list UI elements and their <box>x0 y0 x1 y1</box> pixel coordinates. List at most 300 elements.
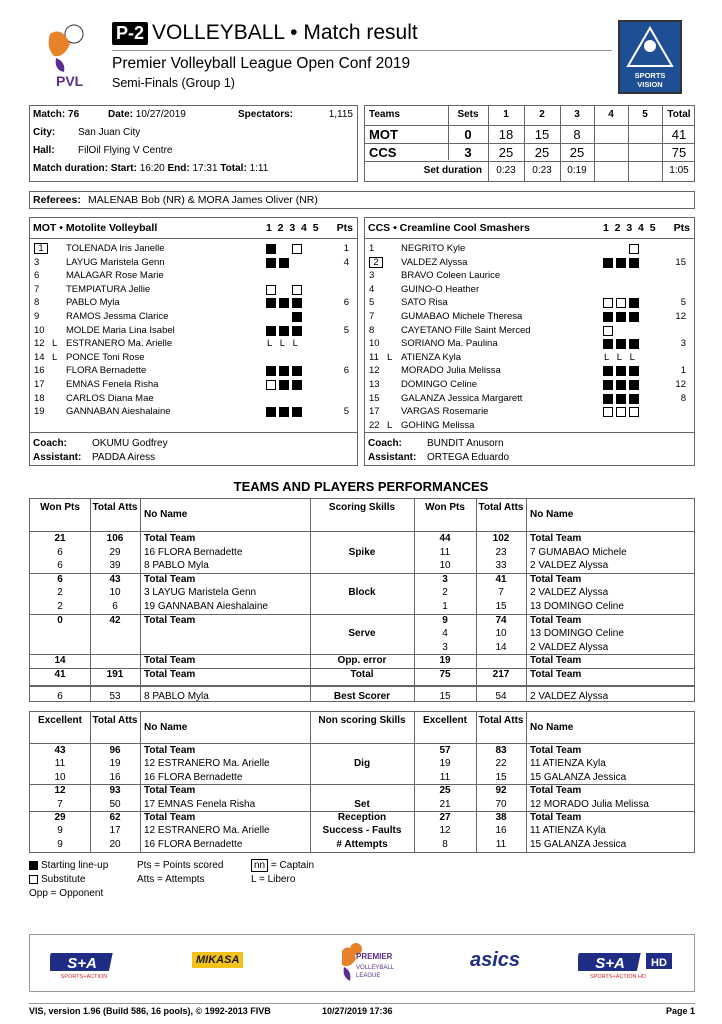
roster-row <box>30 351 357 365</box>
roster-row <box>365 256 694 270</box>
perf-value: 41 <box>54 669 66 680</box>
sports-action-hd-logo <box>578 947 678 982</box>
perf-value: 9 <box>57 825 63 837</box>
roster-row <box>365 392 694 406</box>
perf-header: Excellent <box>38 715 82 726</box>
perf-name: 12 ESTRANERO Ma. Arielle <box>144 758 270 770</box>
set-start-icon <box>279 380 289 390</box>
set-start-icon <box>266 298 276 308</box>
set-start-icon <box>629 380 639 390</box>
set-sub-icon <box>629 244 639 254</box>
perf-skill: Spike <box>348 546 376 558</box>
perf-value: 9 <box>442 614 448 626</box>
set-start-icon <box>266 407 276 417</box>
set-start-icon <box>603 258 613 268</box>
set-start-icon <box>292 366 302 376</box>
perf-name: 19 GANNABAN Aieshalaine <box>144 601 268 612</box>
perf-value: 11 <box>54 758 66 770</box>
player-number: 10 <box>369 338 380 350</box>
set-start-icon <box>603 312 613 322</box>
player-points: 5 <box>680 297 686 309</box>
set-start-icon <box>266 258 276 268</box>
perf-name: Total Team <box>144 533 196 544</box>
perf-header: No Name <box>144 722 188 733</box>
player-number: 7 <box>369 311 375 322</box>
perf-value: 44 <box>439 533 451 544</box>
svg-text:S+A: S+A <box>67 955 97 972</box>
set-start-icon <box>629 366 639 376</box>
player-name: EMNAS Fenela Risha <box>66 379 159 390</box>
player-name: TOLENADA Iris Janelle <box>66 243 165 254</box>
header-divider <box>30 743 694 744</box>
set-start-icon <box>603 380 613 390</box>
perf-value: 11 <box>439 546 451 558</box>
player-number: 1 <box>34 243 48 254</box>
perf-header: No Name <box>530 722 574 733</box>
roster-row <box>365 405 694 419</box>
roster-row <box>30 324 357 338</box>
perf-value: 8 <box>442 838 448 850</box>
set-sub-icon <box>266 380 276 390</box>
perf-name: 2 VALDEZ Alyssa <box>530 587 609 599</box>
player-number: 10 <box>34 324 45 336</box>
set-start-icon <box>279 298 289 308</box>
perf-name: 12 MORADO Julia Melissa <box>530 798 649 810</box>
perf-atts: 74 <box>495 614 507 626</box>
perf-name: Total Team <box>530 614 582 626</box>
best-atts: 53 <box>109 690 121 702</box>
perf-name: 13 DOMINGO Celine <box>530 628 624 640</box>
substitute-icon <box>29 875 38 884</box>
non-scoring-skills-table <box>29 711 695 853</box>
player-name: PONCE Toni Rose <box>66 351 145 363</box>
perf-value: 12 <box>439 825 451 837</box>
perf-atts: 15 <box>495 771 507 783</box>
set-start-icon <box>279 326 289 336</box>
perf-value: 29 <box>54 812 66 823</box>
player-name: SATO Risa <box>401 297 448 309</box>
perf-name: Total Team <box>530 655 582 667</box>
set-start-icon <box>616 258 626 268</box>
set-sub-icon <box>266 285 276 295</box>
perf-atts: 92 <box>495 785 507 797</box>
set-sub-icon <box>603 407 613 417</box>
perf-value: 19 <box>439 655 451 667</box>
perf-atts: 7 <box>498 587 504 599</box>
player-name: DOMINGO Celine <box>401 379 478 390</box>
set-start-icon <box>629 339 639 349</box>
col-divider <box>526 499 527 701</box>
perf-header: Total Atts <box>478 502 524 513</box>
set-sub-icon <box>616 298 626 308</box>
roster-row <box>30 392 357 406</box>
perf-header: Scoring Skills <box>328 502 396 513</box>
perf-atts: 106 <box>106 533 124 544</box>
perf-name: Total Team <box>144 812 196 823</box>
perf-header: Non scoring Skills <box>318 715 406 726</box>
set-start-icon <box>629 258 639 268</box>
perf-name: 2 VALDEZ Alyssa <box>530 641 609 653</box>
perf-skill: Block <box>348 587 376 599</box>
roster-row <box>30 310 357 324</box>
player-name: TEMPIATURA Jellie <box>66 283 151 295</box>
player-name: ESTRANERO Ma. Arielle <box>66 338 173 350</box>
perf-value: 11 <box>439 771 451 783</box>
phase-name: Semi-Finals (Group 1) <box>112 76 235 90</box>
player-name: PABLO Myla <box>66 297 120 309</box>
player-name: GALANZA Jessica Margarett <box>401 392 523 404</box>
roster-row <box>30 283 357 297</box>
player-name: CAYETANO Fille Saint Merced <box>401 324 531 336</box>
perf-atts: 217 <box>492 669 510 680</box>
set-sub-icon <box>603 298 613 308</box>
player-name: LAYUG Maristela Genn <box>66 256 165 268</box>
roster-row <box>365 378 694 392</box>
roster-row <box>30 405 357 419</box>
set-sub-icon <box>292 244 302 254</box>
perf-header: No Name <box>530 509 574 520</box>
perf-value: 10 <box>439 560 451 572</box>
mikasa-logo: MIKASA <box>192 952 243 968</box>
player-points: 3 <box>680 338 686 350</box>
player-name: SORIANO Ma. Paulina <box>401 338 498 350</box>
perf-header: Won Pts <box>40 502 80 513</box>
player-name: GOHING Melissa <box>401 419 475 431</box>
libero-mark: L <box>629 351 635 363</box>
player-number: 9 <box>34 311 40 322</box>
footer-date: 10/27/2019 17:36 <box>322 1006 393 1016</box>
player-number: 18 <box>34 392 45 404</box>
libero-mark: L <box>604 351 610 363</box>
perf-value: 2 <box>57 601 63 612</box>
perf-name: 16 FLORA Bernadette <box>144 838 243 850</box>
perf-atts: 16 <box>495 825 507 837</box>
player-number: 12 <box>369 365 380 377</box>
player-number: 4 <box>369 283 375 295</box>
set-start-icon <box>279 407 289 417</box>
player-name: VALDEZ Alyssa <box>401 256 468 268</box>
set-start-icon <box>292 407 302 417</box>
best-atts: 54 <box>495 690 507 702</box>
set-start-icon <box>292 298 302 308</box>
team-b-roster: CCS • Creamline Cool Smashers 1 2 3 4 5 Pts 1 NEGRITO Kyle 2 VALDEZ Alyssa 15 3 BRAVO Coleen Laurice 4 GUINO-O Heather 5 SATO Risa 5 7 GUMABAO Michele Theresa 12 8 CAYETANO Fille Saint Merced 10 SORIANO Ma. Paulina 3 11 L ATIENZA Kyla L L L 12 MORADO Julia Melissa 1 13 DOMINGO Celine 12 15 GALANZA Jessica Margarett 8 17 VARGAS Rosemarie 22 L GOHING Melissa Coach: BUNDIT Anusorn Assistant: ORTEGA Eduardo <box>364 217 695 466</box>
perf-value: 25 <box>439 785 451 797</box>
player-number: 3 <box>34 256 40 268</box>
roster-row <box>365 364 694 378</box>
perf-value: 4 <box>442 628 448 640</box>
perf-skill: Dig <box>353 758 371 770</box>
player-name: CARLOS Diana Mae <box>66 392 154 404</box>
competition-name: Premier Volleyball League Open Conf 2019 <box>112 55 411 72</box>
perf-value: 7 <box>57 798 63 810</box>
perf-atts: 38 <box>495 812 507 823</box>
player-points: 5 <box>343 406 349 418</box>
perf-value: 12 <box>54 785 66 797</box>
set-start-icon <box>603 339 613 349</box>
perf-atts: 11 <box>495 838 507 850</box>
player-name: GUINO-O Heather <box>401 283 480 295</box>
svg-text:HD: HD <box>651 957 667 969</box>
player-number: 13 <box>369 379 380 390</box>
perf-name: 8 PABLO Myla <box>144 560 209 572</box>
set-sub-icon <box>292 285 302 295</box>
player-number: 8 <box>369 324 375 336</box>
svg-text:S+A: S+A <box>595 955 625 972</box>
perf-skill: Serve <box>348 628 376 640</box>
roster-row <box>30 256 357 270</box>
perf-header: No Name <box>144 509 188 520</box>
player-number: 16 <box>34 365 45 377</box>
roster-row <box>365 351 694 365</box>
player-points: 4 <box>343 256 349 268</box>
legend: Starting line-up Substitute Opp = Opponent Pts = Points scored Atts = Attempts nn = Captain L = Libero <box>29 860 314 899</box>
perf-value: 1 <box>442 601 448 612</box>
perf-name: 16 FLORA Bernadette <box>144 546 243 558</box>
roster-row <box>365 419 694 433</box>
player-name: NEGRITO Kyle <box>401 243 466 254</box>
player-number: 2 <box>369 257 383 268</box>
perf-name: Total Team <box>530 573 582 585</box>
set-sub-icon <box>603 326 613 336</box>
player-number: 15 <box>369 392 380 404</box>
roster-row <box>30 364 357 378</box>
perf-name: 13 DOMINGO Celine <box>530 601 624 612</box>
set-sub-icon <box>629 407 639 417</box>
libero-mark: L <box>267 338 273 350</box>
footer-version: VIS, version 1.96 (Build 586, 16 pools), © 1992-2013 FIVB <box>29 1006 271 1016</box>
player-name: VARGAS Rosemarie <box>401 406 489 418</box>
footer-divider <box>29 1003 695 1004</box>
col-divider <box>526 712 527 852</box>
perf-skill: Opp. error <box>337 655 387 667</box>
player-points: 15 <box>675 256 686 268</box>
set-start-icon <box>616 312 626 322</box>
perf-name: 12 ESTRANERO Ma. Arielle <box>144 825 270 837</box>
player-name: GANNABAN Aieshalaine <box>66 406 171 418</box>
referees: Referees: MALENAB Bob (NR) & MORA James Oliver (NR) <box>29 191 695 209</box>
perf-name: Total Team <box>144 614 196 626</box>
perf-atts: 42 <box>109 614 121 626</box>
set-start-icon <box>266 244 276 254</box>
perf-atts: 102 <box>492 533 510 544</box>
starting-lineup-icon <box>29 861 38 870</box>
divider <box>112 50 612 51</box>
perf-atts: 23 <box>495 546 507 558</box>
perf-value: 57 <box>439 745 451 756</box>
set-start-icon <box>292 312 302 322</box>
libero-mark: L <box>616 351 623 363</box>
perf-value: 9 <box>57 838 63 850</box>
perf-value: 6 <box>57 560 63 572</box>
roster-row <box>365 242 694 256</box>
perf-header: Excellent <box>423 715 467 726</box>
perf-atts: 10 <box>495 628 507 640</box>
report-code: P-2 <box>112 22 148 45</box>
player-points: 1 <box>343 243 349 254</box>
player-number: 14 <box>34 351 45 363</box>
perf-atts: 50 <box>109 798 121 810</box>
player-role: L <box>387 419 393 431</box>
perf-atts: 17 <box>109 825 121 837</box>
perf-name: Total Team <box>530 669 582 680</box>
set-start-icon <box>603 394 613 404</box>
perf-value: 21 <box>439 798 451 810</box>
perf-name: 11 ATIENZA Kyla <box>530 825 606 837</box>
player-number: 8 <box>34 297 40 309</box>
player-name: GUMABAO Michele Theresa <box>401 311 523 322</box>
set-start-icon <box>266 366 276 376</box>
player-name: RAMOS Jessma Clarice <box>66 311 169 322</box>
perf-atts: 10 <box>109 587 121 599</box>
scoring-skills-table <box>29 498 695 702</box>
perf-atts: 22 <box>495 758 507 770</box>
set-start-icon <box>603 366 613 376</box>
set-start-icon <box>266 326 276 336</box>
set-start-icon <box>629 312 639 322</box>
svg-text:PVL: PVL <box>56 73 84 89</box>
svg-text:LEAGUE: LEAGUE <box>356 973 381 979</box>
roster-row <box>365 324 694 338</box>
perf-atts: 6 <box>112 601 118 612</box>
perf-name: 11 ATIENZA Kyla <box>530 758 606 770</box>
best-divider <box>30 685 694 687</box>
perf-name: 15 GALANZA Jessica <box>530 838 627 850</box>
perf-value: 10 <box>54 771 66 783</box>
roster-row <box>30 337 357 351</box>
player-number: 11 <box>369 351 379 363</box>
perf-value: 0 <box>57 614 63 626</box>
roster-row <box>365 296 694 310</box>
roster-row <box>365 310 694 324</box>
player-name: MOLDE Maria Lina Isabel <box>66 324 175 336</box>
player-name: MALAGAR Rose Marie <box>66 270 164 282</box>
libero-mark: L <box>279 338 286 350</box>
perf-skill: Total <box>350 669 374 680</box>
set-start-icon <box>629 298 639 308</box>
perf-value: 43 <box>54 745 66 756</box>
col-divider <box>140 712 141 852</box>
player-name: MORADO Julia Melissa <box>401 365 501 377</box>
player-number: 17 <box>34 379 45 390</box>
perf-name: Total Team <box>144 785 196 797</box>
best-value: 15 <box>439 690 451 702</box>
svg-text:VISION: VISION <box>637 80 663 89</box>
set-start-icon <box>292 326 302 336</box>
set-start-icon <box>616 394 626 404</box>
player-name: BRAVO Coleen Laurice <box>401 270 501 282</box>
player-number: 12 <box>34 338 45 350</box>
best-name: 8 PABLO Myla <box>144 690 209 702</box>
perf-header: Total Atts <box>92 715 138 726</box>
player-role: L <box>52 351 58 363</box>
perf-value: 6 <box>57 546 63 558</box>
player-points: 1 <box>680 365 686 377</box>
perf-skill: Set <box>354 798 370 810</box>
perf-name: 17 EMNAS Fenela Risha <box>144 798 256 810</box>
perf-name: 7 GUMABAO Michele <box>530 546 627 558</box>
player-number: 17 <box>369 406 380 418</box>
perf-value: 19 <box>439 758 451 770</box>
perf-atts: 70 <box>495 798 507 810</box>
roster-row <box>365 269 694 283</box>
player-name: ATIENZA Kyla <box>401 351 462 363</box>
perf-atts: 62 <box>109 812 121 823</box>
perf-skill: Reception <box>337 812 387 823</box>
header-divider <box>30 531 694 532</box>
perf-atts: 41 <box>495 573 507 585</box>
page-title: VOLLEYBALL • Match result <box>152 21 418 44</box>
sports-action-logo <box>50 947 120 982</box>
perf-value: 75 <box>439 669 451 680</box>
perf-header: Won Pts <box>425 502 465 513</box>
player-number: 3 <box>369 270 375 282</box>
perf-atts: 96 <box>109 745 121 756</box>
roster-row <box>30 242 357 256</box>
performance-title: TEAMS AND PLAYERS PERFORMANCES <box>233 479 489 494</box>
perf-value: 2 <box>57 587 63 599</box>
perf-name: 3 LAYUG Maristela Genn <box>144 587 257 599</box>
best-name: 2 VALDEZ Alyssa <box>530 690 609 702</box>
perf-name: Total Team <box>530 812 582 823</box>
perf-value: 3 <box>442 573 448 585</box>
footer-page: Page 1 <box>665 1006 695 1016</box>
set-sub-icon <box>616 407 626 417</box>
roster-row <box>365 283 694 297</box>
player-number: 6 <box>34 270 40 282</box>
perf-atts: 43 <box>109 573 121 585</box>
best-skill: Best Scorer <box>333 690 391 702</box>
set-start-icon <box>616 366 626 376</box>
perf-name: Total Team <box>530 785 582 797</box>
perf-name: 15 GALANZA Jessica <box>530 771 627 783</box>
score-table: Teams Sets 1 2 3 4 5 Total MOT 0 18 15 8 41 CCS 3 25 25 25 75 Set duration 0:23 0:23 0:19 1:05 <box>364 105 695 182</box>
roster-row <box>365 337 694 351</box>
set-start-icon <box>616 380 626 390</box>
pvl-sponsor-logo <box>326 937 396 991</box>
perf-atts: 191 <box>106 669 124 680</box>
player-name: FLORA Bernadette <box>66 365 147 377</box>
perf-value: 2 <box>442 587 448 599</box>
perf-name: 16 FLORA Bernadette <box>144 771 243 783</box>
perf-atts: 29 <box>109 546 121 558</box>
perf-header: Total Atts <box>92 502 138 513</box>
perf-atts: 20 <box>109 838 121 850</box>
roster-row <box>30 269 357 283</box>
perf-atts: 15 <box>495 601 507 612</box>
player-points: 12 <box>675 311 686 322</box>
perf-value: 14 <box>54 655 66 667</box>
perf-atts: 93 <box>109 785 121 797</box>
perf-atts: 16 <box>109 771 121 783</box>
player-points: 5 <box>343 324 349 336</box>
perf-atts: 83 <box>495 745 507 756</box>
libero-mark: L <box>292 338 298 350</box>
best-value: 6 <box>57 690 63 702</box>
player-points: 6 <box>343 297 349 309</box>
perf-name: 2 VALDEZ Alyssa <box>530 560 609 572</box>
set-start-icon <box>629 394 639 404</box>
perf-value: 3 <box>442 641 448 653</box>
team-a-roster: MOT • Motolite Volleyball 1 2 3 4 5 Pts 1 TOLENADA Iris Janelle 1 3 LAYUG Maristela Genn 4 6 MALAGAR Rose Marie 7 TEMPIATURA Jellie 8 PABLO Myla 6 9 RAMOS Jessma Clarice 10 MOLDE Maria Lina Isabel 5 12 L ESTRANERO Ma. Arielle L L L 14 L PONCE Toni Rose 16 FLORA Bernadette 6 17 EMNAS Fenela Risha 18 CARLOS Diana Mae 19 GANNABAN Aieshalaine 5 Coach: OKUMU Godfrey Assistant: PADDA Airess <box>29 217 358 466</box>
svg-text:SPORTS+ACTION: SPORTS+ACTION <box>60 974 108 979</box>
set-start-icon <box>292 380 302 390</box>
svg-text:SPORTS+ACTION HD: SPORTS+ACTION HD <box>590 974 646 979</box>
player-number: 22 <box>369 419 380 431</box>
player-points: 12 <box>675 379 686 390</box>
svg-text:VOLLEYBALL: VOLLEYBALL <box>356 965 395 971</box>
svg-text:SPORTS: SPORTS <box>634 71 666 80</box>
perf-name: Total Team <box>144 655 196 667</box>
